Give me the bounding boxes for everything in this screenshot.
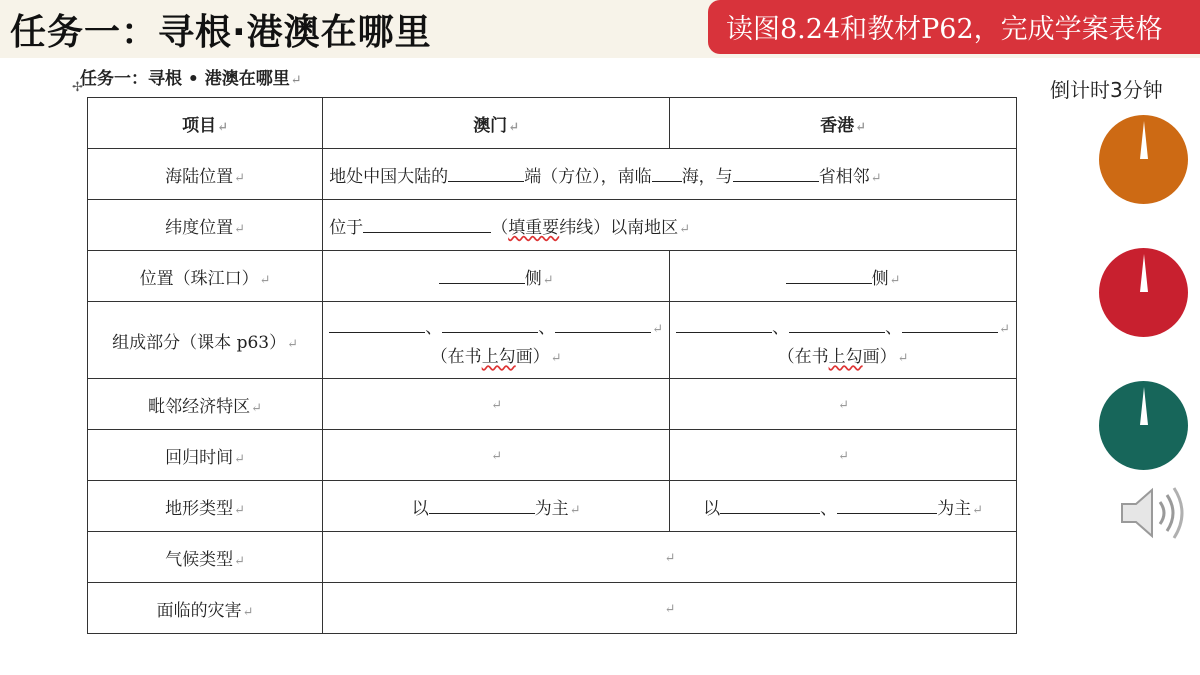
fill-text: 侧: [871, 268, 889, 289]
table-row: [88, 481, 1017, 532]
table-row: [88, 430, 1017, 481]
answer-blank[interactable]: [442, 316, 538, 333]
row-label: 毗邻经济特区: [148, 396, 251, 417]
fill-text: 以: [411, 498, 429, 519]
hint-text: （在书: [777, 347, 829, 367]
separator: 、: [885, 318, 903, 338]
document-heading: [80, 64, 302, 89]
macau-answer-cell[interactable]: [323, 302, 670, 379]
paragraph-mark-icon: ↵: [889, 272, 901, 288]
separator: 、: [772, 318, 790, 338]
paragraph-mark-icon: ↵: [217, 119, 229, 135]
fill-text: 地处中国大陆的: [329, 166, 449, 187]
paragraph-mark-icon: ↵: [234, 553, 246, 569]
paragraph-mark-icon: ↵: [679, 221, 691, 237]
table-header-row: [88, 98, 1017, 149]
fill-text: 侧: [524, 268, 542, 289]
row-label-cell: [88, 251, 323, 302]
row-label-cell: [88, 430, 323, 481]
paragraph-mark-icon: ↵: [491, 398, 503, 413]
paragraph-mark-icon: ↵: [234, 170, 246, 186]
answer-blank[interactable]: [363, 216, 491, 233]
paragraph-mark-icon: ↵: [550, 351, 562, 366]
instruction-banner: [708, 0, 1200, 54]
hint-text: 画）: [862, 347, 897, 367]
paragraph-mark-icon: ↵: [234, 451, 246, 467]
answer-blank[interactable]: [720, 497, 820, 514]
spellcheck-text: 上勾: [828, 347, 863, 367]
hazards-answer-cell[interactable]: [323, 583, 1017, 634]
countdown-label: 倒计时3分钟: [1050, 78, 1163, 102]
macau-answer-cell[interactable]: [323, 430, 670, 481]
instruction-text: 读图8.24和教材P62，完成学案表格: [726, 14, 1163, 45]
climate-answer-cell[interactable]: [323, 532, 1017, 583]
paragraph-mark-icon: ↵: [652, 322, 664, 337]
paragraph-mark-icon: ↵: [290, 73, 302, 88]
fill-text: 为主: [534, 498, 569, 519]
hint-text: （在书: [430, 347, 482, 367]
fill-text: 纬线）以南地区: [559, 217, 679, 238]
separator: 、: [538, 318, 556, 338]
paragraph-mark-icon: ↵: [972, 502, 983, 518]
row-label: 回归时间: [165, 447, 234, 468]
header-hongkong-cell: [670, 98, 1017, 149]
timer-icon[interactable]: [1099, 248, 1188, 337]
answer-blank[interactable]: [439, 267, 525, 284]
paragraph-mark-icon: ↵: [251, 400, 263, 416]
paragraph-mark-icon: ↵: [259, 272, 271, 288]
header-macau-cell: [323, 98, 670, 149]
answer-blank[interactable]: [786, 267, 872, 284]
macau-answer-cell[interactable]: [323, 251, 670, 302]
hongkong-answer-cell[interactable]: [670, 251, 1017, 302]
hongkong-answer-cell[interactable]: [670, 302, 1017, 379]
paragraph-mark-icon: ↵: [569, 502, 581, 518]
paragraph-mark-icon: ↵: [664, 602, 676, 617]
hint-line: [329, 342, 663, 367]
paragraph-mark-icon: ↵: [234, 221, 246, 237]
paragraph-mark-icon: ↵: [838, 398, 849, 413]
fill-text: 端（方位），南临: [524, 166, 652, 187]
paragraph-mark-icon: ↵: [242, 604, 254, 620]
separator: 、: [425, 318, 443, 338]
timer-icon[interactable]: [1099, 381, 1188, 470]
hint-line: [676, 342, 1010, 367]
timer-hand: [1140, 254, 1148, 292]
row-label: 纬度位置: [165, 217, 234, 238]
fill-text: 海，与: [681, 166, 733, 187]
fill-text: 为主: [937, 498, 972, 519]
answer-blank[interactable]: [429, 497, 535, 514]
fill-text: （: [491, 217, 509, 238]
table-row: [88, 200, 1017, 251]
table-row: [88, 532, 1017, 583]
macau-answer-cell[interactable]: [323, 379, 670, 430]
header-item-cell: [88, 98, 323, 149]
row-label: 组成部分（课本 p63）: [112, 332, 287, 353]
paragraph-mark-icon: ↵: [234, 502, 246, 518]
row-label: 海陆位置: [165, 166, 234, 187]
answer-line: [329, 313, 663, 338]
spellcheck-text: 填重要: [508, 217, 560, 238]
header-macau: 澳门: [473, 115, 508, 136]
header-hongkong: 香港: [820, 115, 855, 136]
worksheet-table: [87, 97, 1017, 634]
answer-blank[interactable]: [329, 316, 425, 333]
paragraph-mark-icon: ↵: [664, 551, 676, 566]
fill-text: 以: [703, 498, 721, 519]
row-label: 面临的灾害: [156, 600, 242, 621]
paragraph-mark-icon: ↵: [999, 322, 1010, 337]
timer-hand: [1140, 387, 1148, 425]
document-heading-text: 任务一：寻根 • 港澳在哪里: [80, 69, 290, 89]
latitude-answer-cell[interactable]: [323, 200, 1017, 251]
answer-line: [676, 313, 1010, 338]
page-title: 任务一：寻根·港澳在哪里: [10, 12, 432, 53]
paragraph-mark-icon: ↵: [855, 119, 866, 135]
hongkong-answer-cell[interactable]: [670, 379, 1017, 430]
separator: 、: [820, 498, 838, 519]
paragraph-mark-icon: ↵: [508, 119, 520, 135]
table-row: [88, 583, 1017, 634]
paragraph-mark-icon: ↵: [838, 449, 849, 464]
table-move-handle-icon[interactable]: ✢: [72, 80, 83, 95]
paragraph-mark-icon: ↵: [542, 272, 554, 288]
timer-hand: [1140, 121, 1148, 159]
hint-text: 画）: [515, 347, 550, 367]
speaker-icon[interactable]: [1118, 482, 1188, 544]
answer-blank[interactable]: [448, 165, 524, 182]
row-label: 气候类型: [165, 549, 234, 570]
table-row: [88, 302, 1017, 379]
answer-blank[interactable]: [902, 316, 998, 333]
answer-blank[interactable]: [733, 165, 819, 182]
paragraph-mark-icon: ↵: [897, 351, 909, 366]
row-label-cell: [88, 302, 323, 379]
answer-blank[interactable]: [837, 497, 937, 514]
macau-answer-cell[interactable]: [323, 481, 670, 532]
timer-icon[interactable]: [1099, 115, 1188, 204]
hongkong-answer-cell[interactable]: [670, 481, 1017, 532]
answer-blank[interactable]: [555, 316, 651, 333]
paragraph-mark-icon: ↵: [870, 170, 882, 186]
header-item: 项目: [182, 115, 217, 136]
row-label-cell: [88, 149, 323, 200]
answer-blank[interactable]: [676, 316, 772, 333]
paragraph-mark-icon: ↵: [287, 336, 298, 352]
row-label-cell: [88, 200, 323, 251]
row-label: 地形类型: [165, 498, 234, 519]
row-label: 位置（珠江口）: [139, 268, 259, 289]
paragraph-mark-icon: ↵: [491, 449, 503, 464]
row-label-cell: [88, 532, 323, 583]
table-row: [88, 379, 1017, 430]
table-row: [88, 149, 1017, 200]
table-row: [88, 251, 1017, 302]
row-label-cell: [88, 379, 323, 430]
fill-text: 省相邻: [818, 166, 870, 187]
answer-blank[interactable]: [789, 316, 885, 333]
answer-blank[interactable]: [652, 165, 682, 182]
spellcheck-text: 上勾: [481, 347, 516, 367]
sea-land-answer-cell[interactable]: [323, 149, 1017, 200]
fill-text: 位于: [329, 217, 364, 238]
hongkong-answer-cell[interactable]: [670, 430, 1017, 481]
row-label-cell: [88, 481, 323, 532]
row-label-cell: [88, 583, 323, 634]
